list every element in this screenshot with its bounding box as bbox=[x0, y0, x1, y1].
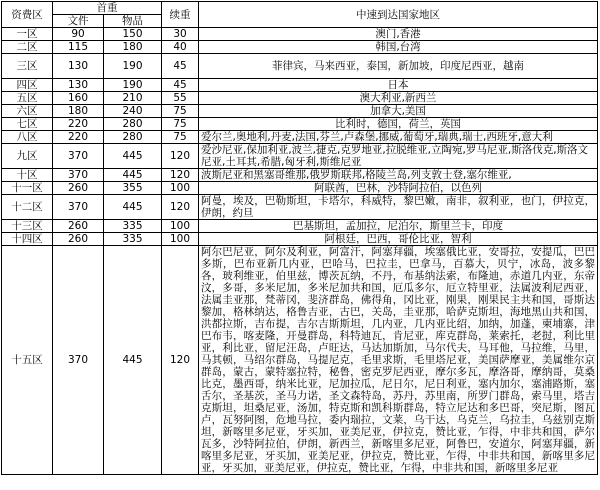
docs-price-cell: 130 bbox=[53, 54, 104, 79]
header-row bbox=[2, 2, 598, 15]
extra-weight-cell: 100 bbox=[162, 233, 199, 246]
docs-price-cell: 260 bbox=[53, 220, 104, 233]
table-row bbox=[2, 118, 598, 131]
table-row bbox=[2, 246, 598, 475]
docs-price-cell: 160 bbox=[53, 92, 104, 105]
header-goods: 物品 bbox=[104, 15, 162, 28]
table-row bbox=[2, 79, 598, 92]
docs-price-cell: 370 bbox=[53, 195, 104, 220]
rate-table bbox=[1, 1, 598, 475]
zone-cell: 十四区 bbox=[2, 233, 53, 246]
table-row bbox=[2, 169, 598, 182]
goods-price-cell: 445 bbox=[104, 144, 162, 169]
extra-weight-cell: 75 bbox=[162, 131, 199, 144]
table-row bbox=[2, 28, 598, 41]
docs-price-cell: 180 bbox=[53, 105, 104, 118]
table-row bbox=[2, 144, 598, 169]
docs-price-cell: 370 bbox=[53, 144, 104, 169]
destination-cell: 阿曼，埃及，巴勒斯坦，卡塔尔，科威特，黎巴嫩，南非，叙利亚，也门，伊拉克，伊朗，约旦 bbox=[199, 195, 598, 220]
goods-price-cell: 445 bbox=[104, 169, 162, 182]
destination-cell: 阿联酋，巴林，沙特阿拉伯，以色列 bbox=[199, 182, 598, 195]
destination-cell: 加拿大,美国 bbox=[199, 105, 598, 118]
zone-cell: 十五区 bbox=[2, 246, 53, 475]
table-row bbox=[2, 41, 598, 54]
destination-cell: 比利时，德国，荷兰，英国 bbox=[199, 118, 598, 131]
table-row bbox=[2, 92, 598, 105]
extra-weight-cell: 40 bbox=[162, 41, 199, 54]
goods-price-cell: 335 bbox=[104, 233, 162, 246]
destination-cell: 韩国,台湾 bbox=[199, 41, 598, 54]
destination-cell: 巴基斯坦，孟加拉，尼泊尔，斯里兰卡，印度 bbox=[199, 220, 598, 233]
table-row bbox=[2, 105, 598, 118]
extra-weight-cell: 45 bbox=[162, 79, 199, 92]
extra-weight-cell: 100 bbox=[162, 182, 199, 195]
table-row bbox=[2, 220, 598, 233]
zone-cell: 十一区 bbox=[2, 182, 53, 195]
destination-cell: 阿根廷，巴西，哥伦比亚，智利 bbox=[199, 233, 598, 246]
goods-price-cell: 280 bbox=[104, 118, 162, 131]
extra-weight-cell: 45 bbox=[162, 54, 199, 79]
header-destinations: 中速到达国家地区 bbox=[199, 2, 598, 28]
header-first-weight: 首重 bbox=[53, 2, 162, 15]
goods-price-cell: 280 bbox=[104, 131, 162, 144]
docs-price-cell: 130 bbox=[53, 79, 104, 92]
destination-cell: 菲律宾，马来西亚，泰国，新加坡，印度尼西亚，越南 bbox=[199, 54, 598, 79]
destination-cell: 澳门,香港 bbox=[199, 28, 598, 41]
destination-cell: 阿尔巴尼亚，阿尔及利亚，阿富汗，阿塞拜疆，埃塞俄比亚，安哥拉，安提瓜，巴巴多斯，巴布亚新几内亚，巴哈马，巴拉圭，巴拿马，百慕大，贝宁，冰岛，波多黎各，玻利维亚，伯里兹，博茨瓦纳，不丹，布基纳法索，布隆迪，赤道几内亚，东帝汶，多哥，多米尼加，多米尼加共和国，厄瓜多尔，厄立特里亚，法属波利尼西亚，法属圭亚那，梵蒂冈，斐济群岛，佛得角，冈比亚，刚果，刚果民主共和国，哥斯达黎加，格林纳达，格鲁吉亚，古巴，关岛，圭亚那，哈萨克斯坦，海地黑山共和国，洪都拉斯，吉布提，吉尔吉斯斯坦，几内亚，几内亚比绍，加纳，加蓬，柬埔寨，津巴布韦，喀麦隆，开曼群岛，科特迪瓦，肯尼亚，库克群岛，莱索托，老挝，利比里亚，利比亚，留尼汪岛，卢旺达，马达加斯加，马尔代夫，马耳他，马拉维，马里，马其顿，马绍尔群岛，马提尼克，毛里求斯，毛里塔尼亚，美国萨摩亚，美属维尔京群岛，蒙古，蒙特塞拉特，秘鲁，密克罗尼西亚，摩尔多瓦，摩洛哥，摩纳哥，莫桑比克，墨西哥，纳米比亚，尼加拉瓜，尼日尔，尼日利亚，塞内加尔，塞浦路斯，塞舌尔，圣基茨，圣马力诺，圣文森特岛，苏丹，苏里南，所罗门群岛，索马里，塔吉克斯坦，坦桑尼亚，汤加，特克斯和凯科斯群岛，特立尼达和多巴哥，突尼斯，图瓦卢，瓦努阿图，危地马拉，委内瑞拉，文莱，乌干达，乌克兰，乌拉圭，乌兹别克斯坦，新喀里多尼亚，牙买加，亚美尼亚，伊拉克，赞比亚，乍得，中非共和国，萨尔瓦多，沙特阿拉伯，伊朗，新西兰，新喀里多尼亚，阿鲁巴，安道尔，阿塞拜疆，新喀里多尼亚，牙买加，亚美尼亚，伊拉克，赞比亚，乍得，中非共和国，新喀里多尼亚，牙买加，亚美尼亚，伊拉克，赞比亚，乍得，中非共和国，新喀里多尼亚 bbox=[199, 246, 598, 475]
docs-price-cell: 90 bbox=[53, 28, 104, 41]
goods-price-cell: 150 bbox=[104, 28, 162, 41]
header-docs: 文件 bbox=[53, 15, 104, 28]
extra-weight-cell: 120 bbox=[162, 169, 199, 182]
goods-price-cell: 355 bbox=[104, 182, 162, 195]
table-row bbox=[2, 54, 598, 79]
zone-cell: 十二区 bbox=[2, 195, 53, 220]
destination-cell: 日本 bbox=[199, 79, 598, 92]
docs-price-cell: 370 bbox=[53, 246, 104, 475]
zone-cell: 六区 bbox=[2, 105, 53, 118]
destination-cell: 波斯尼亚和黑塞哥维那,俄罗斯联邦,格陵兰岛,列支敦士登,塞尔维亚, bbox=[199, 169, 598, 182]
extra-weight-cell: 75 bbox=[162, 105, 199, 118]
zone-cell: 十区 bbox=[2, 169, 53, 182]
extra-weight-cell: 120 bbox=[162, 195, 199, 220]
goods-price-cell: 210 bbox=[104, 92, 162, 105]
header-zone: 资费区 bbox=[2, 2, 53, 28]
docs-price-cell: 220 bbox=[53, 131, 104, 144]
docs-price-cell: 220 bbox=[53, 118, 104, 131]
zone-cell: 一区 bbox=[2, 28, 53, 41]
zone-cell: 五区 bbox=[2, 92, 53, 105]
table-row bbox=[2, 233, 598, 246]
zone-cell: 十三区 bbox=[2, 220, 53, 233]
zone-cell: 九区 bbox=[2, 144, 53, 169]
destination-cell: 澳大利亚,新西兰 bbox=[199, 92, 598, 105]
extra-weight-cell: 120 bbox=[162, 246, 199, 475]
table-row bbox=[2, 131, 598, 144]
extra-weight-cell: 120 bbox=[162, 144, 199, 169]
destination-cell: 爱尔兰,奥地利,丹麦,法国,芬兰,卢森堡,挪威,葡萄牙,瑞典,瑞士,西班牙,意大利 bbox=[199, 131, 598, 144]
goods-price-cell: 335 bbox=[104, 220, 162, 233]
zone-cell: 二区 bbox=[2, 41, 53, 54]
docs-price-cell: 260 bbox=[53, 233, 104, 246]
table-row bbox=[2, 195, 598, 220]
goods-price-cell: 190 bbox=[104, 54, 162, 79]
zone-cell: 四区 bbox=[2, 79, 53, 92]
extra-weight-cell: 30 bbox=[162, 28, 199, 41]
rate-table-container bbox=[1, 1, 598, 475]
goods-price-cell: 445 bbox=[104, 246, 162, 475]
goods-price-cell: 180 bbox=[104, 41, 162, 54]
docs-price-cell: 370 bbox=[53, 169, 104, 182]
extra-weight-cell: 75 bbox=[162, 118, 199, 131]
goods-price-cell: 445 bbox=[104, 195, 162, 220]
goods-price-cell: 240 bbox=[104, 105, 162, 118]
zone-cell: 三区 bbox=[2, 54, 53, 79]
goods-price-cell: 190 bbox=[104, 79, 162, 92]
extra-weight-cell: 55 bbox=[162, 92, 199, 105]
destination-cell: 爱沙尼亚,保加利亚,波兰,捷克,克罗地亚,拉脱维亚,立陶宛,罗马尼亚,斯洛伐克,斯洛文尼亚,土耳其,希腊,匈牙利,斯维尼亚 bbox=[199, 144, 598, 169]
table-row bbox=[2, 182, 598, 195]
docs-price-cell: 260 bbox=[53, 182, 104, 195]
zone-cell: 七区 bbox=[2, 118, 53, 131]
extra-weight-cell: 100 bbox=[162, 220, 199, 233]
docs-price-cell: 115 bbox=[53, 41, 104, 54]
zone-cell: 八区 bbox=[2, 131, 53, 144]
header-extra-weight: 续重 bbox=[162, 2, 199, 28]
